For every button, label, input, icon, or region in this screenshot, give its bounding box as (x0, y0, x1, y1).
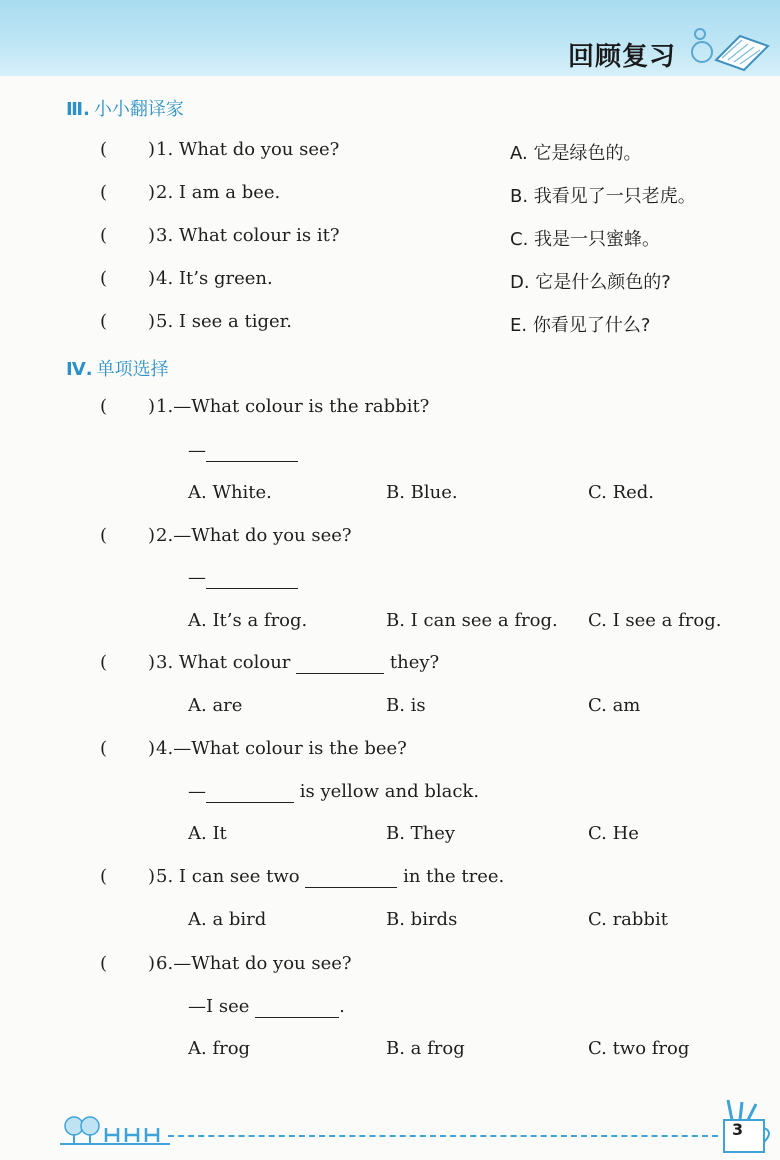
review-banner: 回顾复习 (567, 42, 676, 72)
answer-bracket[interactable]: ( (100, 652, 108, 673)
section-3-title (66, 95, 184, 121)
answer-bracket[interactable]: ( (100, 182, 108, 203)
q1-option-a[interactable]: A. White. (188, 482, 272, 503)
q3-option-c[interactable]: C. am (588, 695, 641, 716)
question-5: ( )5. I can see two in the tree. (100, 866, 505, 887)
answer-blank[interactable] (296, 652, 384, 674)
translation-item-4: ( )4. It’s green. (100, 268, 273, 289)
q5-option-b[interactable]: B. birds (386, 909, 458, 930)
item-number: 4. (156, 268, 174, 289)
item-number: 2. (156, 182, 174, 203)
q6-option-c[interactable]: C. two frog (588, 1038, 690, 1059)
section-4-numeral: Ⅳ. (66, 359, 93, 380)
q2-option-a[interactable]: A. It’s a frog. (188, 610, 308, 631)
question-6-answer-line: —I see . (188, 996, 345, 1017)
q1-option-c[interactable]: C. Red. (588, 482, 655, 503)
section-4-heading: 单项选择 (96, 359, 169, 380)
answer-bracket[interactable]: ( (100, 953, 108, 974)
question-1-answer-line: — (188, 440, 298, 462)
question-text: —What do you see? (173, 953, 352, 974)
answer-bracket[interactable]: ( (100, 139, 108, 160)
footer-divider (168, 1135, 718, 1137)
translation-option-a: A. 它是绿色的。 (510, 143, 642, 164)
translation-option-d: D. 它是什么颜色的? (510, 272, 671, 293)
question-1: ( )1.—What colour is the rabbit? (100, 396, 430, 417)
answer-blank[interactable] (206, 440, 298, 462)
q2-option-c[interactable]: C. I see a frog. (588, 610, 722, 631)
translation-item-5: ( )5. I see a tiger. (100, 311, 292, 332)
question-text: —What colour is the bee? (173, 738, 407, 759)
q4-option-a[interactable]: A. It (188, 823, 227, 844)
q4-option-b[interactable]: B. They (386, 823, 456, 844)
q3-option-a[interactable]: A. are (188, 695, 243, 716)
translation-option-b: B. 我看见了一只老虎。 (510, 186, 696, 207)
answer-bracket[interactable]: ( (100, 396, 108, 417)
q5-option-c[interactable]: C. rabbit (588, 909, 668, 930)
answer-blank[interactable] (305, 866, 397, 888)
question-4-answer-line: — is yellow and black. (188, 781, 480, 802)
section-4-title (66, 355, 169, 381)
q1-option-b[interactable]: B. Blue. (386, 482, 458, 503)
answer-blank[interactable] (255, 996, 339, 1018)
q6-option-b[interactable]: B. a frog (386, 1038, 465, 1059)
item-text: I am a bee. (178, 182, 281, 203)
translation-item-1: ( )1. What do you see? (100, 139, 340, 160)
answer-blank[interactable] (206, 567, 298, 589)
answer-bracket[interactable]: ( (100, 311, 108, 332)
item-text: I see a tiger. (178, 311, 292, 332)
question-text: —What do you see? (173, 525, 352, 546)
q2-option-b[interactable]: B. I can see a frog. (386, 610, 558, 631)
translation-item-2: ( )2. I am a bee. (100, 182, 281, 203)
question-text: —What colour is the rabbit? (173, 396, 430, 417)
translation-option-c: C. 我是一只蜜蜂。 (510, 229, 661, 250)
translation-item-3: ( )3. What colour is it? (100, 225, 340, 246)
tree-decoration-icon (60, 1112, 170, 1148)
item-number: 5. (156, 311, 174, 332)
item-number: 1. (156, 139, 174, 160)
question-text: I can see two (178, 866, 300, 887)
section-3-heading: 小小翻译家 (93, 99, 184, 120)
q4-option-c[interactable]: C. He (588, 823, 639, 844)
question-2-answer-line: — (188, 567, 298, 589)
question-2: ( )2.—What do you see? (100, 525, 352, 546)
item-text: It’s green. (178, 268, 273, 289)
q5-option-a[interactable]: A. a bird (188, 909, 267, 930)
book-icon (688, 22, 774, 74)
section-3-numeral: Ⅲ. (66, 99, 90, 120)
q6-option-a[interactable]: A. frog (188, 1038, 251, 1059)
item-text: What do you see? (178, 139, 340, 160)
item-text: What colour is it? (178, 225, 340, 246)
question-4: ( )4.—What colour is the bee? (100, 738, 407, 759)
answer-bracket[interactable]: ( (100, 225, 108, 246)
question-3: ( )3. What colour they? (100, 652, 440, 673)
item-number: 3. (156, 225, 174, 246)
question-text: What colour (178, 652, 291, 673)
answer-bracket[interactable]: ( (100, 525, 108, 546)
answer-bracket[interactable]: ( (100, 268, 108, 289)
answer-blank[interactable] (206, 781, 294, 803)
q3-option-b[interactable]: B. is (386, 695, 426, 716)
pencil-cup-icon (718, 1096, 774, 1156)
translation-option-e: E. 你看见了什么? (510, 315, 651, 336)
answer-bracket[interactable]: ( (100, 866, 108, 887)
page-number: 3 (732, 1120, 744, 1139)
answer-bracket[interactable]: ( (100, 738, 108, 759)
question-6: ( )6.—What do you see? (100, 953, 352, 974)
